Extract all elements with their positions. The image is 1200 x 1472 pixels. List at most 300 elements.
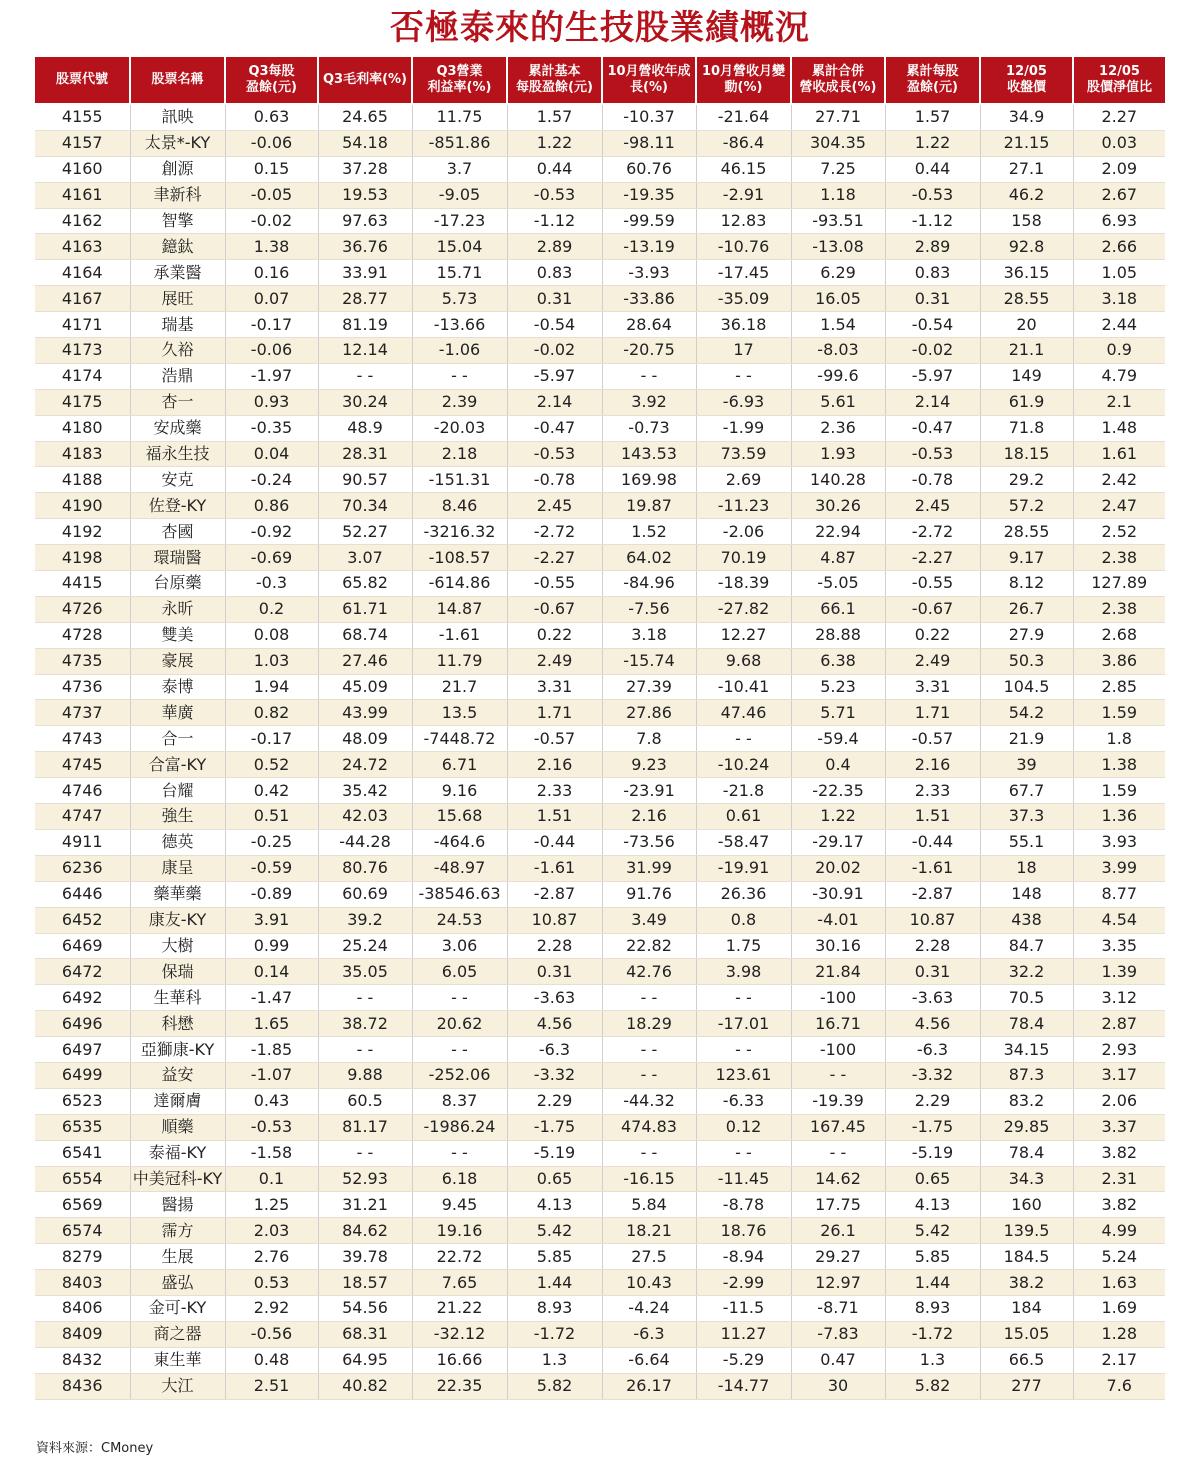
table-row — [35, 959, 1165, 985]
value-cell: 2.87 — [1073, 1011, 1165, 1037]
value-cell: 26.7 — [980, 596, 1073, 622]
value-cell: -3.32 — [885, 1062, 980, 1088]
value-cell: 60.76 — [602, 156, 696, 182]
value-cell: 0.12 — [696, 1114, 791, 1140]
value-cell: 3.18 — [1073, 286, 1165, 312]
value-cell: -23.91 — [602, 778, 696, 804]
value-cell: 30.16 — [791, 933, 885, 959]
value-cell: 24.72 — [318, 752, 412, 778]
value-cell: 35.05 — [318, 959, 412, 985]
value-cell: -1.12 — [507, 208, 602, 234]
value-cell: 1.61 — [1073, 441, 1165, 467]
table-row — [35, 700, 1165, 726]
stock-name-cell: 久裕 — [130, 338, 225, 364]
value-cell: 84.62 — [318, 1218, 412, 1244]
value-cell: 6.93 — [1073, 208, 1165, 234]
value-cell: -29.17 — [791, 829, 885, 855]
value-cell: - - — [318, 1140, 412, 1166]
value-cell: -2.27 — [885, 545, 980, 571]
table-row — [35, 648, 1165, 674]
value-cell: 1.22 — [791, 804, 885, 830]
value-cell: 61.9 — [980, 389, 1073, 415]
value-cell: 70.34 — [318, 493, 412, 519]
value-cell: 2.45 — [507, 493, 602, 519]
value-cell: -99.6 — [791, 363, 885, 389]
stock-name-cell: 亞獅康-KY — [130, 1037, 225, 1063]
value-cell: 1.93 — [791, 441, 885, 467]
value-cell: 4.56 — [885, 1011, 980, 1037]
value-cell: -1.61 — [885, 855, 980, 881]
value-cell: 2.38 — [1073, 596, 1165, 622]
value-cell: 68.31 — [318, 1321, 412, 1347]
value-cell: -19.39 — [791, 1088, 885, 1114]
value-cell: 0.8 — [696, 907, 791, 933]
value-cell: -32.12 — [412, 1321, 507, 1347]
stock-code-cell: 6574 — [35, 1218, 130, 1244]
value-cell: - - — [412, 985, 507, 1011]
value-cell: -6.3 — [507, 1037, 602, 1063]
table-header — [35, 57, 1165, 104]
value-cell: 15.71 — [412, 260, 507, 286]
value-cell: -17.01 — [696, 1011, 791, 1037]
stock-code-cell: 4162 — [35, 208, 130, 234]
value-cell: 1.03 — [225, 648, 318, 674]
value-cell: -2.87 — [885, 881, 980, 907]
value-cell: 70.5 — [980, 985, 1073, 1011]
table-row — [35, 363, 1165, 389]
stock-code-cell: 4174 — [35, 363, 130, 389]
value-cell: -1.07 — [225, 1062, 318, 1088]
column-header: 累計合併 營收成長(%) — [791, 57, 885, 104]
value-cell: 277 — [980, 1373, 1073, 1399]
value-cell: 52.93 — [318, 1166, 412, 1192]
stock-name-cell: 科懋 — [130, 1011, 225, 1037]
value-cell: 0.48 — [225, 1347, 318, 1373]
table-row — [35, 1062, 1165, 1088]
table-row — [35, 1140, 1165, 1166]
value-cell: 16.05 — [791, 286, 885, 312]
stock-code-cell: 4173 — [35, 338, 130, 364]
value-cell: -3.93 — [602, 260, 696, 286]
stock-name-cell: 雙美 — [130, 622, 225, 648]
table-row — [35, 208, 1165, 234]
value-cell: 34.3 — [980, 1166, 1073, 1192]
value-cell: -0.17 — [225, 312, 318, 338]
value-cell: 15.04 — [412, 234, 507, 260]
value-cell: -3.32 — [507, 1062, 602, 1088]
value-cell: 64.95 — [318, 1347, 412, 1373]
value-cell: 0.44 — [507, 156, 602, 182]
value-cell: 27.1 — [980, 156, 1073, 182]
value-cell: -151.31 — [412, 467, 507, 493]
value-cell: 3.82 — [1073, 1192, 1165, 1218]
value-cell: 0.08 — [225, 622, 318, 648]
value-cell: - - — [696, 1140, 791, 1166]
value-cell: 8.77 — [1073, 881, 1165, 907]
value-cell: 9.17 — [980, 545, 1073, 571]
value-cell: 7.65 — [412, 1270, 507, 1296]
value-cell: 2.27 — [1073, 104, 1165, 130]
page-title: 否極泰來的生技股業績概況 — [390, 8, 810, 48]
value-cell: 20.02 — [791, 855, 885, 881]
value-cell: -0.57 — [507, 726, 602, 752]
table-row — [35, 1011, 1165, 1037]
value-cell: 3.86 — [1073, 648, 1165, 674]
value-cell: 81.17 — [318, 1114, 412, 1140]
value-cell: -9.05 — [412, 182, 507, 208]
value-cell: 8.93 — [507, 1295, 602, 1321]
value-cell: 139.5 — [980, 1218, 1073, 1244]
stock-name-cell: 中美冠科-KY — [130, 1166, 225, 1192]
table-row — [35, 596, 1165, 622]
table-body — [35, 104, 1165, 1399]
value-cell: 0.86 — [225, 493, 318, 519]
value-cell: 6.71 — [412, 752, 507, 778]
value-cell: 38.72 — [318, 1011, 412, 1037]
stock-table — [35, 57, 1165, 1400]
value-cell: 2.16 — [602, 804, 696, 830]
stock-code-cell: 4160 — [35, 156, 130, 182]
value-cell: 9.23 — [602, 752, 696, 778]
stock-name-cell: 杏一 — [130, 389, 225, 415]
value-cell: -19.91 — [696, 855, 791, 881]
table-row — [35, 1114, 1165, 1140]
stock-code-cell: 4157 — [35, 130, 130, 156]
value-cell: 54.18 — [318, 130, 412, 156]
stock-code-cell: 6497 — [35, 1037, 130, 1063]
value-cell: -17.45 — [696, 260, 791, 286]
value-cell: 0.83 — [507, 260, 602, 286]
value-cell: 1.05 — [1073, 260, 1165, 286]
value-cell: 13.5 — [412, 700, 507, 726]
value-cell: -2.99 — [696, 1270, 791, 1296]
table-row — [35, 182, 1165, 208]
stock-name-cell: 展旺 — [130, 286, 225, 312]
value-cell: 71.8 — [980, 415, 1073, 441]
value-cell: 15.68 — [412, 804, 507, 830]
value-cell: 17.75 — [791, 1192, 885, 1218]
table-row — [35, 286, 1165, 312]
value-cell: -4.01 — [791, 907, 885, 933]
value-cell: 27.86 — [602, 700, 696, 726]
stock-code-cell: 4183 — [35, 441, 130, 467]
value-cell: 0.51 — [225, 804, 318, 830]
value-cell: -38546.63 — [412, 881, 507, 907]
value-cell: 148 — [980, 881, 1073, 907]
value-cell: -0.67 — [885, 596, 980, 622]
value-cell: -0.67 — [507, 596, 602, 622]
value-cell: 18.76 — [696, 1218, 791, 1244]
stock-code-cell: 4911 — [35, 829, 130, 855]
stock-code-cell: 6236 — [35, 855, 130, 881]
value-cell: 38.2 — [980, 1270, 1073, 1296]
value-cell: -0.69 — [225, 545, 318, 571]
stock-code-cell: 4415 — [35, 571, 130, 597]
table-row — [35, 338, 1165, 364]
value-cell: - - — [602, 985, 696, 1011]
value-cell: - - — [318, 1037, 412, 1063]
value-cell: -6.3 — [885, 1037, 980, 1063]
value-cell: -73.56 — [602, 829, 696, 855]
value-cell: 2.45 — [885, 493, 980, 519]
value-cell: - - — [602, 1037, 696, 1063]
value-cell: -13.19 — [602, 234, 696, 260]
value-cell: 4.13 — [885, 1192, 980, 1218]
value-cell: 37.3 — [980, 804, 1073, 830]
value-cell: -2.91 — [696, 182, 791, 208]
value-cell: 0.04 — [225, 441, 318, 467]
value-cell: -3216.32 — [412, 519, 507, 545]
value-cell: 34.15 — [980, 1037, 1073, 1063]
value-cell: 78.4 — [980, 1011, 1073, 1037]
stock-code-cell: 4175 — [35, 389, 130, 415]
stock-name-cell: 盛弘 — [130, 1270, 225, 1296]
value-cell: 3.92 — [602, 389, 696, 415]
value-cell: 140.28 — [791, 467, 885, 493]
value-cell: 1.51 — [885, 804, 980, 830]
value-cell: 22.72 — [412, 1244, 507, 1270]
value-cell: 6.05 — [412, 959, 507, 985]
value-cell: 4.87 — [791, 545, 885, 571]
value-cell: 0.1 — [225, 1166, 318, 1192]
value-cell: 1.94 — [225, 674, 318, 700]
value-cell: 52.27 — [318, 519, 412, 545]
value-cell: 9.68 — [696, 648, 791, 674]
value-cell: 15.05 — [980, 1321, 1073, 1347]
value-cell: 127.89 — [1073, 571, 1165, 597]
value-cell: 1.63 — [1073, 1270, 1165, 1296]
value-cell: -0.73 — [602, 415, 696, 441]
value-cell: 17 — [696, 338, 791, 364]
value-cell: 16.66 — [412, 1347, 507, 1373]
value-cell: 10.87 — [885, 907, 980, 933]
value-cell: 1.18 — [791, 182, 885, 208]
value-cell: 0.47 — [791, 1347, 885, 1373]
value-cell: - - — [602, 1062, 696, 1088]
value-cell: 6.18 — [412, 1166, 507, 1192]
value-cell: 2.09 — [1073, 156, 1165, 182]
value-cell: 2.42 — [1073, 467, 1165, 493]
value-cell: -108.57 — [412, 545, 507, 571]
value-cell: -19.35 — [602, 182, 696, 208]
value-cell: -93.51 — [791, 208, 885, 234]
value-cell: - - — [412, 1140, 507, 1166]
stock-code-cell: 8279 — [35, 1244, 130, 1270]
stock-code-cell: 4155 — [35, 104, 130, 130]
stock-code-cell: 4161 — [35, 182, 130, 208]
stock-code-cell: 6452 — [35, 907, 130, 933]
stock-code-cell: 4198 — [35, 545, 130, 571]
value-cell: 25.24 — [318, 933, 412, 959]
stock-code-cell: 4728 — [35, 622, 130, 648]
value-cell: -16.15 — [602, 1166, 696, 1192]
value-cell: 7.8 — [602, 726, 696, 752]
value-cell: -100 — [791, 985, 885, 1011]
value-cell: 2.85 — [1073, 674, 1165, 700]
value-cell: 48.9 — [318, 415, 412, 441]
value-cell: 3.7 — [412, 156, 507, 182]
value-cell: - - — [602, 1140, 696, 1166]
value-cell: 2.49 — [507, 648, 602, 674]
value-cell: 66.1 — [791, 596, 885, 622]
value-cell: 3.31 — [507, 674, 602, 700]
value-cell: 3.07 — [318, 545, 412, 571]
value-cell: 0.03 — [1073, 130, 1165, 156]
value-cell: - - — [602, 363, 696, 389]
value-cell: - - — [318, 363, 412, 389]
value-cell: 12.27 — [696, 622, 791, 648]
stock-name-cell: 泰福-KY — [130, 1140, 225, 1166]
value-cell: 0.82 — [225, 700, 318, 726]
value-cell: 39.78 — [318, 1244, 412, 1270]
stock-name-cell: 東生華 — [130, 1347, 225, 1373]
value-cell: 28.88 — [791, 622, 885, 648]
value-cell: 2.69 — [696, 467, 791, 493]
value-cell: 33.91 — [318, 260, 412, 286]
stock-name-cell: 瑞基 — [130, 312, 225, 338]
value-cell: 3.37 — [1073, 1114, 1165, 1140]
table-row — [35, 260, 1165, 286]
value-cell: -2.87 — [507, 881, 602, 907]
column-header: 12/05 收盤價 — [980, 57, 1073, 104]
table-row — [35, 1373, 1165, 1399]
stock-code-cell: 4171 — [35, 312, 130, 338]
value-cell: 4.56 — [507, 1011, 602, 1037]
value-cell: - - — [696, 726, 791, 752]
value-cell: -0.89 — [225, 881, 318, 907]
value-cell: -6.3 — [602, 1321, 696, 1347]
value-cell: -1.72 — [885, 1321, 980, 1347]
column-header: 股票名稱 — [130, 57, 225, 104]
value-cell: 64.02 — [602, 545, 696, 571]
value-cell: -14.77 — [696, 1373, 791, 1399]
value-cell: 0.31 — [885, 959, 980, 985]
value-cell: 21.84 — [791, 959, 885, 985]
value-cell: 2.31 — [1073, 1166, 1165, 1192]
table-row — [35, 493, 1165, 519]
stock-code-cell: 4746 — [35, 778, 130, 804]
value-cell: 14.62 — [791, 1166, 885, 1192]
value-cell: 149 — [980, 363, 1073, 389]
value-cell: 1.44 — [885, 1270, 980, 1296]
value-cell: 46.15 — [696, 156, 791, 182]
value-cell: 4.54 — [1073, 907, 1165, 933]
value-cell: -0.53 — [885, 441, 980, 467]
value-cell: 10.43 — [602, 1270, 696, 1296]
value-cell: -10.24 — [696, 752, 791, 778]
value-cell: 27.46 — [318, 648, 412, 674]
value-cell: 1.39 — [1073, 959, 1165, 985]
column-header: 10月營收月變 動(%) — [696, 57, 791, 104]
value-cell: 19.53 — [318, 182, 412, 208]
value-cell: 438 — [980, 907, 1073, 933]
stock-name-cell: 杏國 — [130, 519, 225, 545]
value-cell: - - — [696, 985, 791, 1011]
value-cell: 2.49 — [885, 648, 980, 674]
stock-name-cell: 華廣 — [130, 700, 225, 726]
value-cell: 43.99 — [318, 700, 412, 726]
value-cell: 0.63 — [225, 104, 318, 130]
stock-name-cell: 承業醫 — [130, 260, 225, 286]
value-cell: 18.21 — [602, 1218, 696, 1244]
value-cell: -0.24 — [225, 467, 318, 493]
value-cell: 29.2 — [980, 467, 1073, 493]
value-cell: - - — [318, 985, 412, 1011]
value-cell: 22.94 — [791, 519, 885, 545]
value-cell: 21.1 — [980, 338, 1073, 364]
value-cell: 16.71 — [791, 1011, 885, 1037]
value-cell: -0.53 — [507, 182, 602, 208]
table-row — [35, 130, 1165, 156]
value-cell: 2.03 — [225, 1218, 318, 1244]
stock-code-cell: 8409 — [35, 1321, 130, 1347]
value-cell: -0.3 — [225, 571, 318, 597]
value-cell: 1.3 — [885, 1347, 980, 1373]
table-row — [35, 907, 1165, 933]
value-cell: -2.72 — [507, 519, 602, 545]
stock-name-cell: 大樹 — [130, 933, 225, 959]
value-cell: 12.97 — [791, 1270, 885, 1296]
value-cell: 30 — [791, 1373, 885, 1399]
value-cell: -0.55 — [885, 571, 980, 597]
value-cell: 1.65 — [225, 1011, 318, 1037]
value-cell: 8.37 — [412, 1088, 507, 1114]
value-cell: 37.28 — [318, 156, 412, 182]
stock-code-cell: 8432 — [35, 1347, 130, 1373]
value-cell: 42.03 — [318, 804, 412, 830]
value-cell: 1.57 — [507, 104, 602, 130]
column-header: Q3毛利率(%) — [318, 57, 412, 104]
stock-name-cell: 聿新科 — [130, 182, 225, 208]
value-cell: 60.69 — [318, 881, 412, 907]
value-cell: -8.03 — [791, 338, 885, 364]
stock-name-cell: 訊映 — [130, 104, 225, 130]
column-header: Q3每股 盈餘(元) — [225, 57, 318, 104]
value-cell: 0.07 — [225, 286, 318, 312]
value-cell: 55.1 — [980, 829, 1073, 855]
value-cell: 1.38 — [225, 234, 318, 260]
value-cell: 1.57 — [885, 104, 980, 130]
table-row — [35, 1088, 1165, 1114]
value-cell: 9.16 — [412, 778, 507, 804]
value-cell: 29.85 — [980, 1114, 1073, 1140]
value-cell: 0.9 — [1073, 338, 1165, 364]
stock-name-cell: 霈方 — [130, 1218, 225, 1244]
value-cell: 20 — [980, 312, 1073, 338]
value-cell: 2.92 — [225, 1295, 318, 1321]
value-cell: 3.91 — [225, 907, 318, 933]
value-cell: 7.25 — [791, 156, 885, 182]
value-cell: 1.52 — [602, 519, 696, 545]
stock-code-cell: 4735 — [35, 648, 130, 674]
table-row — [35, 312, 1165, 338]
value-cell: 26.17 — [602, 1373, 696, 1399]
value-cell: 1.51 — [507, 804, 602, 830]
value-cell: 2.06 — [1073, 1088, 1165, 1114]
value-cell: 2.93 — [1073, 1037, 1165, 1063]
table-row — [35, 804, 1165, 830]
stock-table-container — [35, 57, 1165, 1400]
value-cell: - - — [412, 363, 507, 389]
value-cell: 0.83 — [885, 260, 980, 286]
value-cell: -18.39 — [696, 571, 791, 597]
value-cell: -0.54 — [885, 312, 980, 338]
stock-code-cell: 6446 — [35, 881, 130, 907]
value-cell: 1.36 — [1073, 804, 1165, 830]
value-cell: -0.47 — [507, 415, 602, 441]
value-cell: -0.05 — [225, 182, 318, 208]
table-row — [35, 1244, 1165, 1270]
